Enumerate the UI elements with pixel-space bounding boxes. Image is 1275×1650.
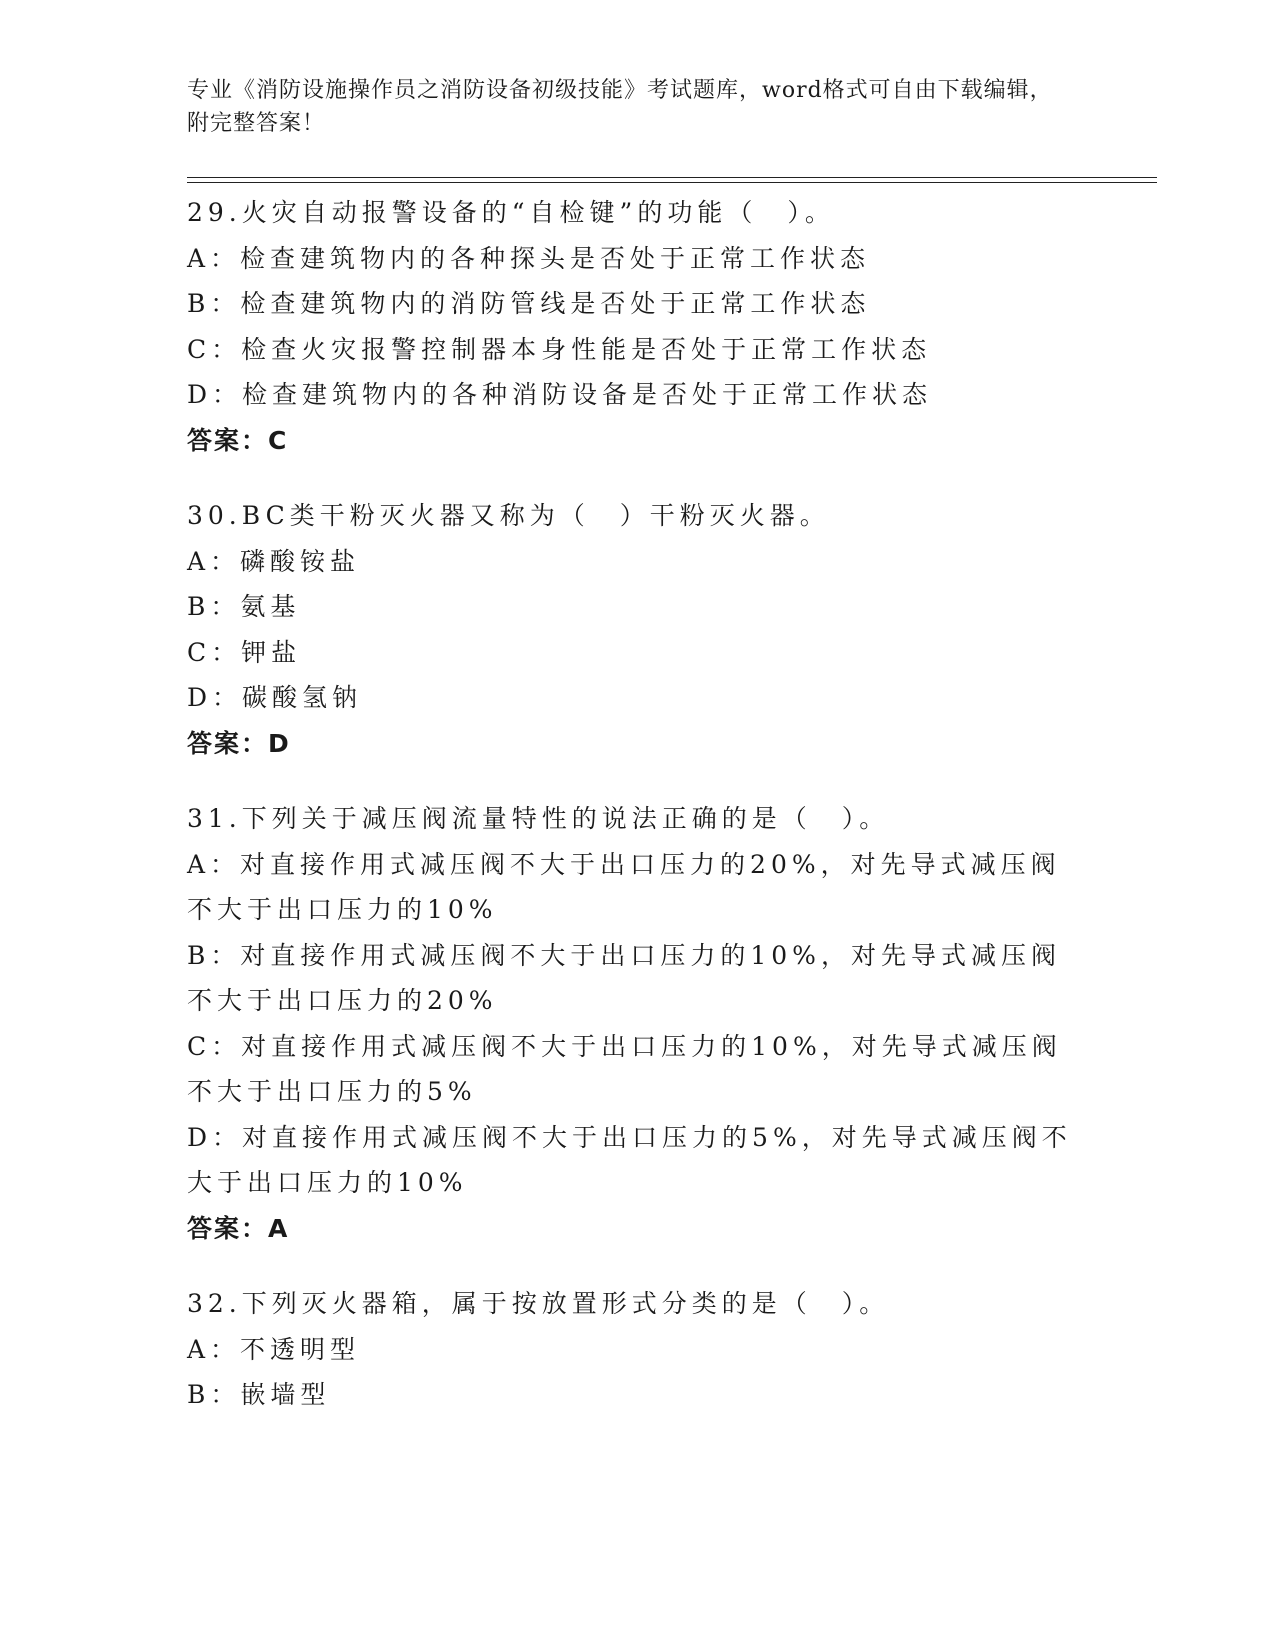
option-b: B：检查建筑物内的消防管线是否处于正常工作状态: [187, 289, 871, 318]
option-d: D：碳酸氢钠: [187, 683, 363, 712]
option-c: C：钾盐: [187, 637, 302, 667]
document-header: 专业《消防设施操作员之消防设备初级技能》考试题库，word格式可自由下载编辑，附完整答案！: [187, 78, 1053, 136]
option-a: A：磷酸铵盐: [187, 546, 361, 576]
question-32: [187, 1281, 1087, 1418]
option-a: A：检查建筑物内的各种探头是否处于正常工作状态: [187, 243, 871, 273]
question-stem: 29.火灾自动报警设备的“自检键”的功能（ ）。: [187, 198, 835, 227]
question-30: [187, 493, 1087, 766]
answer-label: 答案：A: [187, 1213, 290, 1243]
question-list: [187, 190, 1087, 1448]
question-stem: 31.下列关于减压阀流量特性的说法正确的是（ ）。: [187, 804, 890, 833]
header-rule-bottom: [187, 182, 1157, 183]
option-a: A：不透明型: [187, 1334, 361, 1364]
question-stem: 30.BC类干粉灭火器又称为（ ）干粉灭火器。: [187, 501, 830, 530]
header-rule-top: [187, 177, 1157, 178]
option-a: A：对直接作用式减压阀不大于出口压力的20%，对先导式减压阀不大于出口压力的10%: [187, 849, 1061, 924]
option-b: B：嵌墙型: [187, 1380, 331, 1409]
option-c: C：检查火灾报警控制器本身性能是否处于正常工作状态: [187, 334, 932, 364]
question-stem: 32.下列灭火器箱，属于按放置形式分类的是（ ）。: [187, 1289, 890, 1318]
question-31: [187, 796, 1087, 1251]
answer-label: 答案：D: [187, 728, 291, 758]
question-29: [187, 190, 1087, 463]
answer-label: 答案：C: [187, 425, 289, 455]
option-c: C：对直接作用式减压阀不大于出口压力的10%，对先导式减压阀不大于出口压力的5%: [187, 1031, 1062, 1106]
option-b: B：对直接作用式减压阀不大于出口压力的10%，对先导式减压阀不大于出口压力的20%: [187, 940, 1061, 1015]
option-d: D：检查建筑物内的各种消防设备是否处于正常工作状态: [187, 380, 933, 409]
option-d: D：对直接作用式减压阀不大于出口压力的5%，对先导式减压阀不大于出口压力的10%: [187, 1122, 1072, 1197]
option-b: B：氨基: [187, 592, 301, 621]
